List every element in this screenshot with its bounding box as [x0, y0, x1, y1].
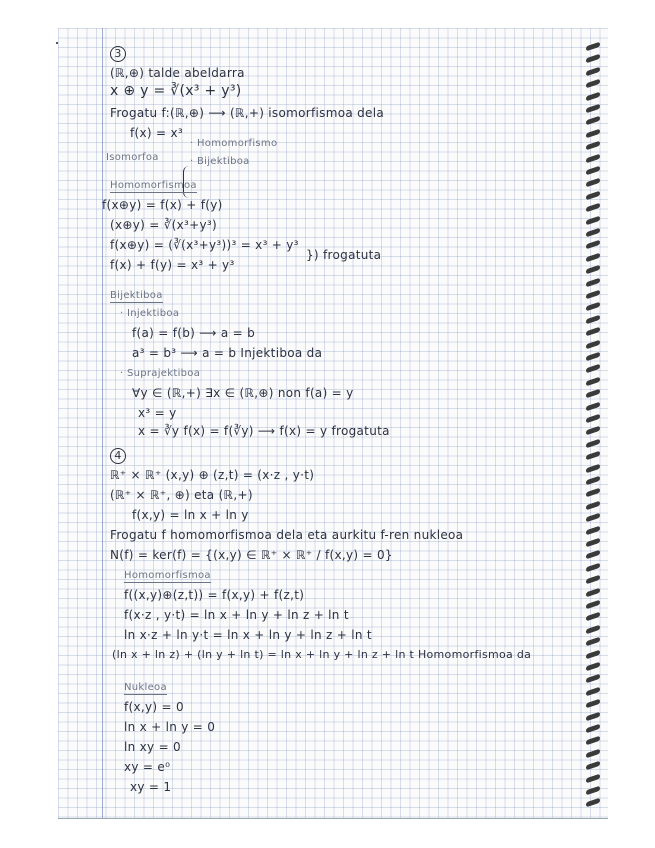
spiral-hole: [586, 749, 600, 759]
spiral-hole: [586, 389, 600, 399]
spiral-hole: [586, 79, 600, 89]
spiral-hole: [586, 724, 600, 734]
spiral-hole: [586, 600, 600, 610]
spiral-hole: [586, 315, 600, 325]
spiral-hole: [586, 699, 600, 709]
spiral-hole: [586, 525, 600, 535]
exercise-3-number: 3: [110, 46, 126, 62]
spiral-hole: [586, 451, 600, 461]
spiral-hole: [586, 141, 600, 151]
ex4-nuk-4: xy = e⁰: [124, 760, 171, 774]
ex4-line-kernel-def: N(f) = ker(f) = {(x,y) ∈ ℝ⁺ × ℝ⁺ / f(x,y) = 0}: [110, 548, 393, 562]
spiral-hole: [586, 104, 600, 114]
spiral-hole: [586, 550, 600, 560]
spiral-hole: [586, 426, 600, 436]
ex4-homo-4: (ln x + ln z) + (ln y + ln t) = ln x + ln y + ln z + ln t Homomorfismoa da: [112, 648, 532, 661]
ex3-sup-title: · Suprajektiboa: [120, 368, 201, 379]
spiral-hole: [586, 439, 600, 449]
spiral-hole: [586, 352, 600, 362]
spiral-hole: [586, 513, 600, 523]
ex4-homo-title: Homomorfismoa: [124, 570, 211, 581]
spiral-hole: [586, 290, 600, 300]
spiral-hole: [586, 178, 600, 188]
ex3-line-group: (ℝ,⊕) talde abeldarra: [110, 66, 245, 80]
ex3-line-function: f(x) = x³: [130, 126, 183, 140]
ex4-nuk-1: f(x,y) = 0: [124, 700, 184, 714]
ex3-homo-4: f(x) + f(y) = x³ + y³: [110, 258, 235, 272]
ex3-cond-homo: · Homomorfismo: [190, 138, 278, 149]
ex3-sup-1: ∀y ∈ (ℝ,+) ∃x ∈ (ℝ,⊕) non f(a) = y: [132, 386, 354, 400]
spiral-hole: [586, 42, 600, 52]
spiral-hole: [586, 538, 600, 548]
spiral-hole: [586, 240, 600, 250]
spiral-hole: [586, 253, 600, 263]
spiral-hole: [586, 563, 600, 573]
spiral-hole: [586, 265, 600, 275]
spiral-hole: [586, 277, 600, 287]
spiral-hole: [586, 166, 600, 176]
spiral-hole: [586, 637, 600, 647]
ex3-homo-3: f(x⊕y) = (∛(x³+y³))³ = x³ + y³: [110, 238, 299, 252]
spiral-hole: [586, 228, 600, 238]
spiral-hole: [586, 327, 600, 337]
spiral-hole: [586, 488, 600, 498]
ex4-line-operation: ℝ⁺ × ℝ⁺ (x,y) ⊕ (z,t) = (x·z , y·t): [110, 468, 315, 482]
ex4-nuk-5: xy = 1: [130, 780, 172, 794]
spiral-hole: [586, 191, 600, 201]
spiral-hole: [586, 54, 600, 64]
spiral-hole: [586, 786, 600, 796]
ex3-bij-title: Bijektiboa: [110, 290, 163, 301]
spiral-hole: [586, 463, 600, 473]
spiral-hole: [586, 587, 600, 597]
ex4-homo-3: ln x·z + ln y·t = ln x + ln y + ln z + ln t: [124, 628, 372, 642]
ex4-nuk-title: Nukleoa: [124, 682, 167, 693]
spiral-hole: [586, 302, 600, 312]
spiral-hole: [586, 401, 600, 411]
exercise-4-number: 4: [110, 448, 126, 464]
ex4-line-function: f(x,y) = ln x + ln y: [132, 508, 249, 522]
ex4-nuk-3: ln xy = 0: [124, 740, 181, 754]
spiral-hole: [586, 91, 600, 101]
ex3-sup-3: x = ∛y f(x) = f(∛y) ⟶ f(x) = y frogatuta: [138, 424, 390, 438]
spiral-hole: [586, 67, 600, 77]
spiral-hole: [586, 798, 600, 808]
ex3-inj-2: a³ = b³ ⟶ a = b Injektiboa da: [132, 346, 323, 360]
spiral-hole: [586, 153, 600, 163]
ex4-nuk-2: ln x + ln y = 0: [124, 720, 216, 734]
spiral-hole: [586, 377, 600, 387]
ex3-cond-bij: · Bijektiboa: [190, 156, 250, 167]
ex3-inj-1: f(a) = f(b) ⟶ a = b: [132, 326, 256, 340]
spiral-hole: [586, 575, 600, 585]
ex3-homo-2: (x⊕y) = ∛(x³+y³): [110, 218, 217, 232]
spiral-hole: [586, 662, 600, 672]
ex3-line-statement: Frogatu f:(ℝ,⊕) ⟶ (ℝ,+) isomorfismoa dela: [110, 106, 384, 120]
spiral-hole: [586, 215, 600, 225]
spiral-hole: [586, 116, 600, 126]
spiral-hole: [586, 364, 600, 374]
spiral-hole: [586, 736, 600, 746]
ex3-homo-1: f(x⊕y) = f(x) + f(y): [102, 198, 223, 212]
spiral-hole: [586, 649, 600, 659]
spiral-hole: [586, 476, 600, 486]
spiral-hole: [586, 501, 600, 511]
ex3-homo-conclusion: }) frogatuta: [306, 248, 382, 262]
ex4-homo-2: f(x·z , y·t) = ln x + ln y + ln z + ln t: [124, 608, 349, 622]
spiral-hole: [586, 687, 600, 697]
ex4-homo-1: f((x,y)⊕(z,t)) = f(x,y) + f(z,t): [124, 588, 305, 602]
notebook-page: [58, 28, 608, 819]
ex4-line-statement: Frogatu f homomorfismoa dela eta aurkitu f-ren nukleoa: [110, 528, 464, 542]
spiral-hole: [586, 612, 600, 622]
spiral-hole: [586, 414, 600, 424]
margin-line: [102, 28, 103, 818]
ex4-line-structures: (ℝ⁺ × ℝ⁺, ⊕) eta (ℝ,+): [110, 488, 253, 502]
spiral-binding: [586, 44, 602, 814]
spiral-hole: [586, 674, 600, 684]
spiral-hole: [586, 203, 600, 213]
ex3-homo-title: Homomorfismoa: [110, 180, 197, 191]
spiral-hole: [586, 761, 600, 771]
spiral-hole: [586, 773, 600, 783]
ex3-line-operation: x ⊕ y = ∛(x³ + y³): [110, 83, 242, 99]
ex3-isomorfoa: Isomorfoa: [106, 152, 159, 163]
spiral-hole: [586, 129, 600, 139]
ex3-inj-title: · Injektiboa: [120, 308, 180, 319]
spiral-hole: [586, 625, 600, 635]
spiral-hole: [586, 339, 600, 349]
spiral-hole: [586, 711, 600, 721]
ex3-sup-2: x³ = y: [138, 406, 177, 420]
